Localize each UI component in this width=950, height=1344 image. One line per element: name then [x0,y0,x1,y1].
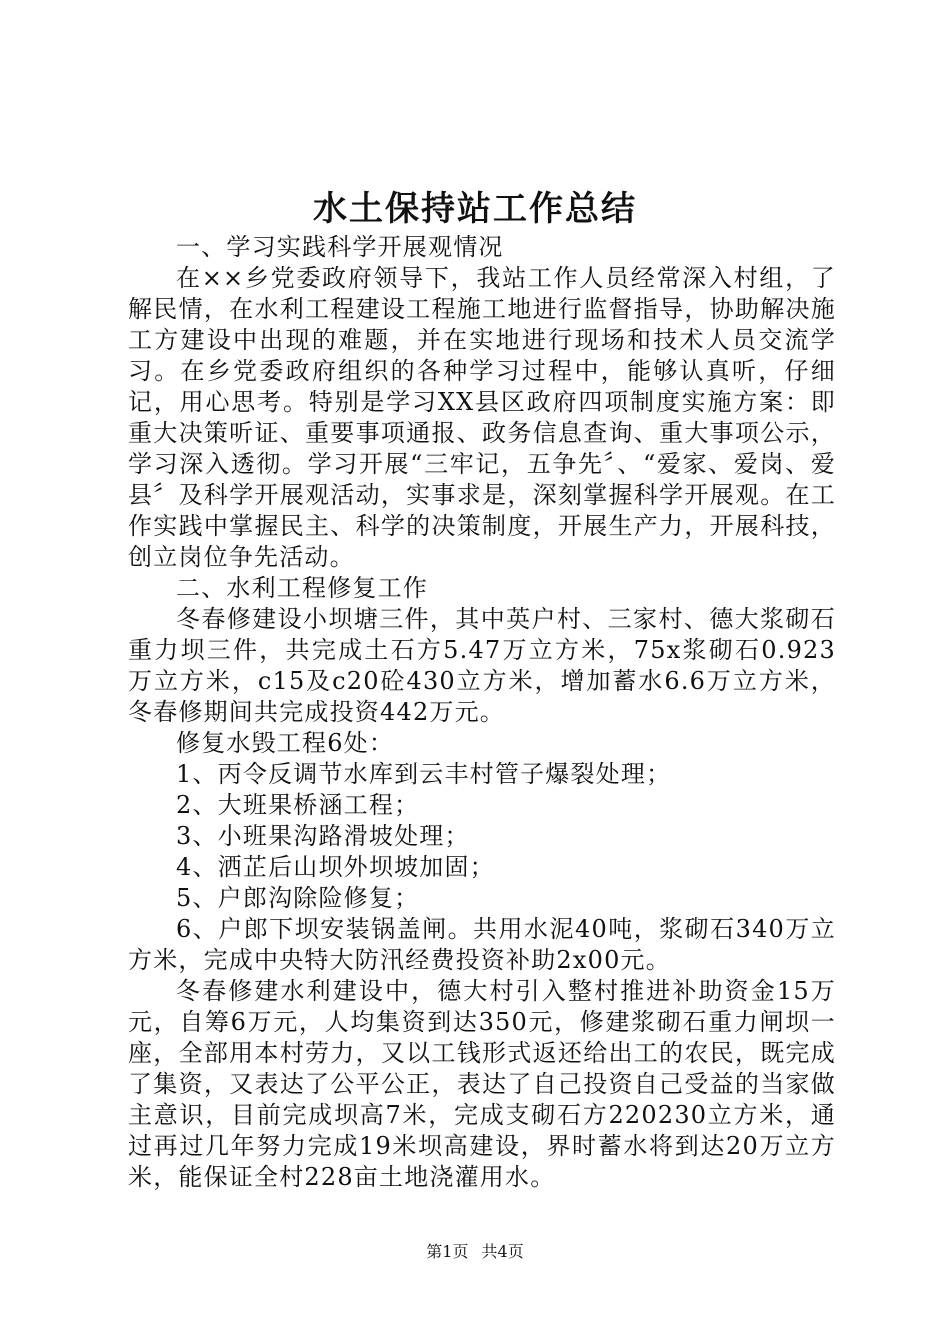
section-heading-1: 一、学习实践科学开展观情况 [176,233,504,261]
section-heading-2: 二、水利工程修复工作 [176,574,428,602]
page-footer [0,1240,950,1264]
paragraph-study: 在××乡党委政府领导下，我站工作人员经常深入村组，了解民情，在水利工程建设工程施工地进行监督指导，协助解决施工方建设中出现的难题，并在实地进行现场和技术人员交流学习。在乡党委政府组织的各种学习过程中，能够认真听，仔细记，用心思考。特别是学习XX县区政府四项制度实施方案：即重大决策听证、重要事项通报、政务信息查询、重大事项公示，学习深入透彻。学习开展“三牢记，五争先〞、“爱家、爱岗、爱县〞及科学开展观活动，实事求是，深刻掌握科学开展观。在工作实践中掌握民主、科学的决策制度，开展生产力，开展科技，创立岗位争先活动。 [128,264,836,571]
paragraph-winter-repair: 冬春修建设小坝塘三件，其中英户村、三家村、德大浆砌石重力坝三件，共完成土石方5.47万立方米，75x浆砌石0.923万立方米，c15及c20砼430立方米，增加蓄水6.6万立方米，冬春修期间共完成投资442万元。 [128,605,836,726]
list-item: 6、户郎下坝安装锅盖闸。共用水泥40吨，浆砌石340万立方米，完成中央特大防汛经费投资补助2x00元。 [128,915,836,974]
paragraph-deda-village: 冬春修建水利建设中，德大村引入整村推进补助资金15万元，自筹6万元，人均集资到达350元，修建浆砌石重力闸坝一座，全部用本村劳力，又以工钱形式返还给出工的农民，既完成了集资，又表达了公平公正，表达了自己投资自己受益的当家做主意识，目前完成坝高7米，完成支砌石方220230立方米，通过再过几年努力完成19米坝高建设，界时蓄水将到达20万立方米，能保证全村228亩土地浇灌用水。 [128,977,836,1191]
list-item: 2、大班果桥涵工程； [176,791,420,819]
list-item: 5、户郎沟除险修复； [176,884,420,912]
page-number: 第1页 [426,1242,469,1261]
list-item: 1、丙令反调节水库到云丰村管子爆裂处理； [176,760,672,788]
list-item: 4、洒芷后山坝外坝坡加固； [176,853,495,881]
document-title: 水土保持站工作总结 [313,189,637,229]
list-item: 3、小班果沟路滑坡处理； [176,822,470,850]
document-body [128,232,836,1193]
paragraph-repair-count: 修复水毁工程6处： [176,729,395,757]
page-total: 共4页 [481,1242,524,1261]
